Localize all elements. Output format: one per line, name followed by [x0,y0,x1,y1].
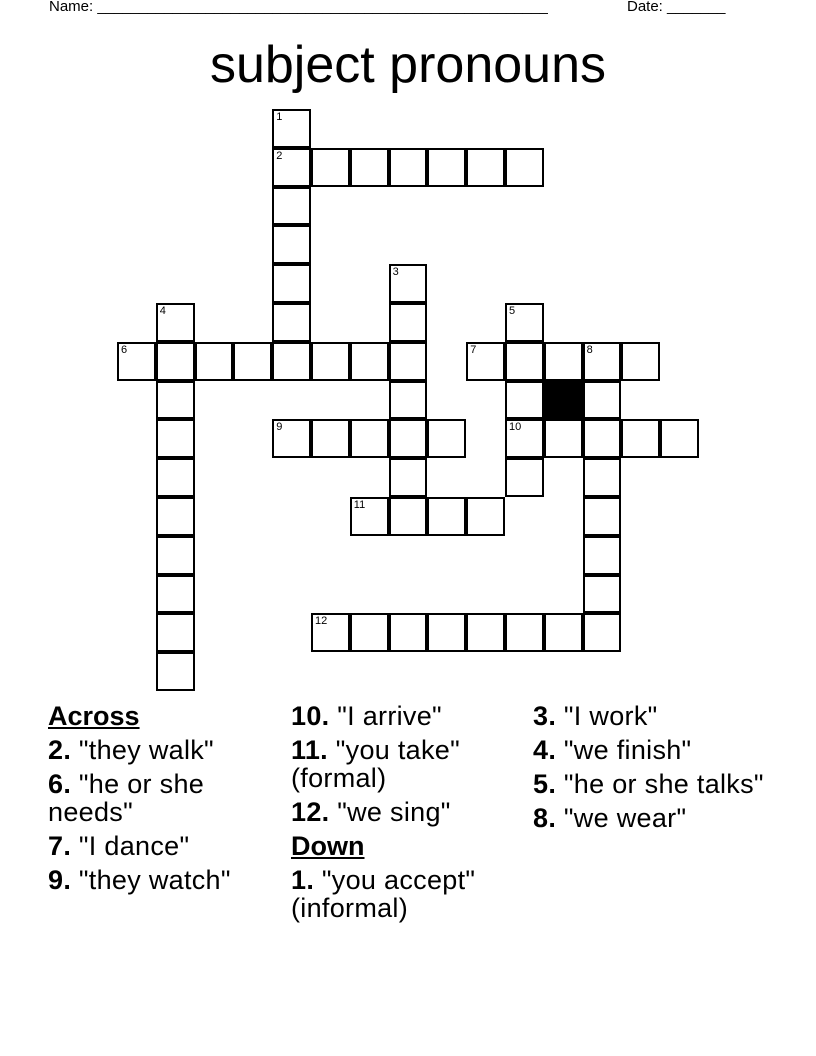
clue-number: 7 [470,343,477,356]
clue-number: 4 [159,305,166,317]
grid-cell[interactable] [272,264,311,303]
grid-cell[interactable] [583,575,622,614]
grid-cell[interactable] [311,148,350,187]
grid-cell[interactable] [621,342,660,381]
grid-cell[interactable] [156,419,195,458]
grid-cell[interactable] [233,342,272,381]
grid-cell[interactable] [427,419,466,458]
grid-cell[interactable] [195,342,234,381]
across-heading: Across [48,701,140,731]
grid-cell[interactable] [544,419,583,458]
grid-cell[interactable] [156,575,195,614]
down-heading: Down [291,831,365,861]
clue-across-6: 6. "he or she needs" [48,769,205,827]
grid-cell[interactable] [156,536,195,575]
grid-cell[interactable] [389,381,428,420]
page-title: subject pronouns [209,36,607,94]
grid-cell[interactable] [583,536,622,575]
grid-cell[interactable] [272,419,311,458]
grid-cell[interactable] [156,342,195,381]
grid-cell[interactable] [427,613,466,652]
grid-cell[interactable] [156,497,195,536]
grid-cell[interactable] [389,148,428,187]
grid-cell[interactable] [505,381,544,420]
clue-number: 3 [392,266,399,279]
grid-cell[interactable] [583,381,622,420]
grid-cell[interactable] [272,187,311,226]
grid-cell[interactable] [272,225,311,264]
grid-cell[interactable] [350,148,389,187]
clue-across-12: 12. "we sing" [291,797,451,827]
clue-column-3 [533,702,773,838]
grid-cell[interactable] [466,148,505,187]
grid-cell[interactable] [311,419,350,458]
clue-number: 11 [353,499,366,511]
grid-cell[interactable] [505,613,544,652]
grid-cell[interactable] [583,458,622,497]
grid-cell[interactable] [544,613,583,652]
grid-cell[interactable] [156,652,195,691]
grid-cell[interactable] [389,419,428,458]
clue-number: 8 [586,343,593,356]
grid-cell[interactable] [621,419,660,458]
grid-cell[interactable] [350,419,389,458]
clue-column-1 [48,702,278,900]
grid-cell[interactable] [505,458,544,497]
grid-cell[interactable] [583,342,622,381]
grid-cell[interactable] [117,342,156,381]
grid-cell[interactable] [156,458,195,497]
clue-number: 5 [509,305,516,317]
grid-cell[interactable] [583,497,622,536]
grid-cell[interactable] [272,303,311,342]
clue-across-7: 7. "I dance" [48,831,190,861]
clue-down-1: 1. "you accept" (informal) [291,865,476,923]
grid-cell[interactable] [466,613,505,652]
clue-across-9: 9. "they watch" [48,865,231,895]
grid-cell[interactable] [389,264,428,303]
grid-cell[interactable] [505,342,544,381]
grid-cell[interactable] [272,109,311,148]
grid-cell[interactable] [156,613,195,652]
grid-cell[interactable] [544,342,583,381]
grid-cell[interactable] [350,342,389,381]
grid-cell[interactable] [350,613,389,652]
clue-down-8: 8. "we wear" [533,803,687,833]
grid-cell[interactable] [583,613,622,652]
grid-cell[interactable] [311,613,350,652]
clue-down-4: 4. "we finish" [533,735,692,765]
name-field: Name: ______________________________________________________ [49,0,548,15]
grid-cell[interactable] [350,497,389,536]
grid-cell[interactable] [389,342,428,381]
grid-cell[interactable] [272,148,311,187]
grid-cell[interactable] [272,342,311,381]
grid-cell[interactable] [156,381,195,420]
date-field: Date: _______ [627,0,726,15]
grid-cell[interactable] [389,303,428,342]
grid-cell[interactable] [389,497,428,536]
grid-cell[interactable] [427,497,466,536]
clue-number: 12 [315,615,328,628]
grid-cell[interactable] [389,458,428,497]
grid-cell[interactable] [466,342,505,381]
grid-cell[interactable] [311,342,350,381]
clue-number: 2 [276,149,283,162]
grid-cell[interactable] [156,303,195,342]
clue-column-2 [291,702,526,928]
clue-across-11: 11. "you take" (formal) [291,735,460,793]
clue-across-2: 2. "they walk" [48,735,214,765]
grid-cell[interactable] [583,419,622,458]
grid-cell[interactable] [505,303,544,342]
grid-cell[interactable] [505,419,544,458]
grid-cell[interactable] [427,148,466,187]
clue-down-5: 5. "he or she talks" [533,769,764,799]
clue-down-3: 3. "I work" [533,701,658,731]
clue-number: 9 [276,421,283,434]
clue-number: 6 [121,343,128,356]
grid-cell[interactable] [505,148,544,187]
clue-across-10: 10. "I arrive" [291,701,442,731]
clue-number: 1 [276,111,283,123]
clue-number: 10 [509,421,522,434]
grid-cell[interactable] [466,497,505,536]
grid-cell[interactable] [389,613,428,652]
black-cell [544,381,583,420]
grid-cell[interactable] [660,419,699,458]
